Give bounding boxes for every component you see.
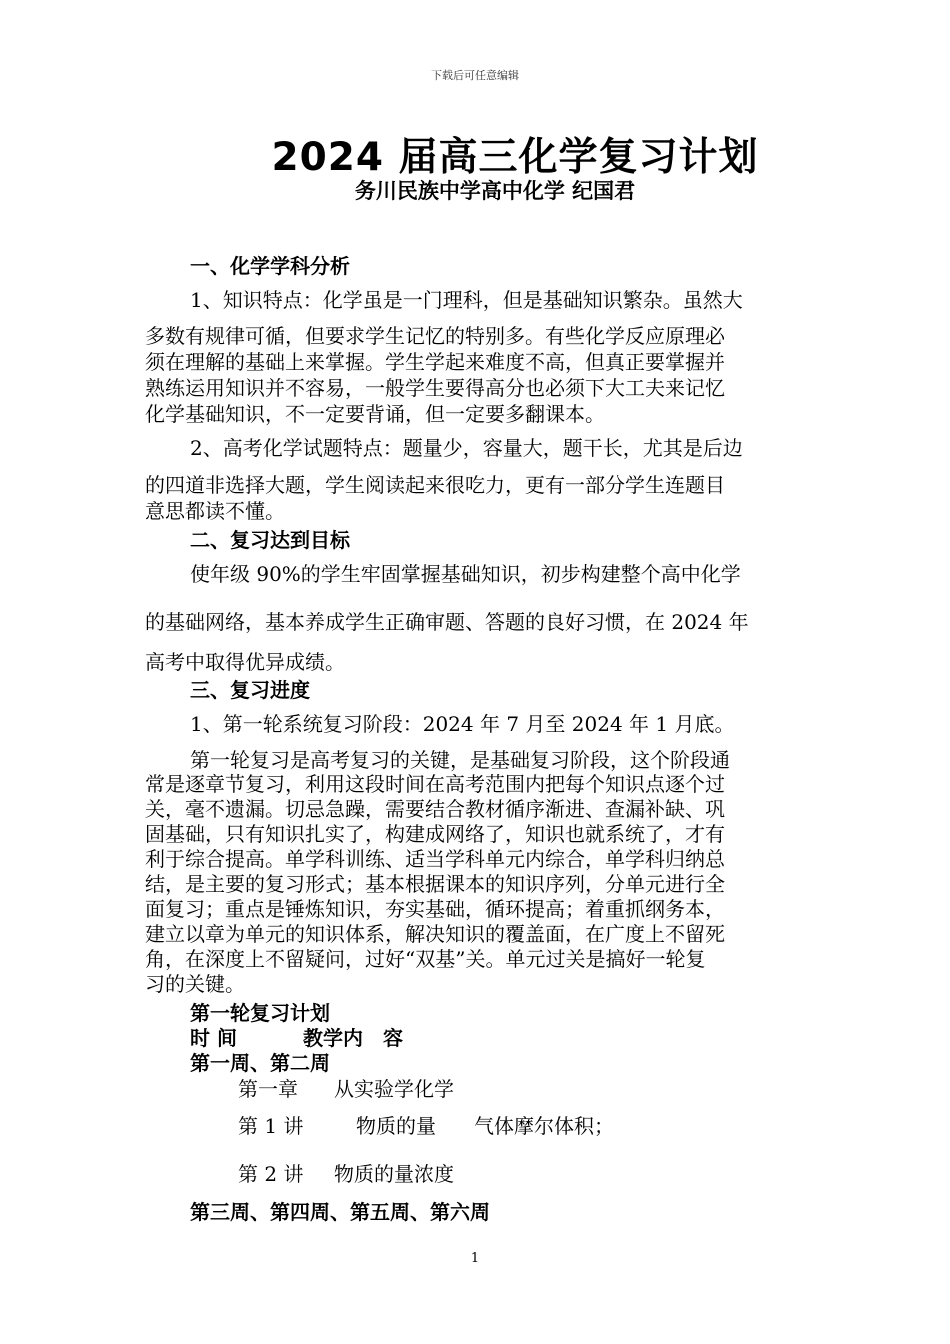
paragraph-line: 高考中取得优异成绩。 <box>145 650 345 674</box>
paragraph-line: 结，是主要的复习形式；基本根据课本的知识序列，分单元进行全 <box>145 872 725 896</box>
paragraph-line: 熟练运用知识并不容易，一般学生要得高分也必须下大工夫来记忆 <box>145 376 725 400</box>
paragraph-line: 利于综合提高。单学科训练、适当学科单元内综合，单学科归纳总 <box>145 847 725 871</box>
plan-week-label: 第一周、第二周 <box>190 1051 330 1075</box>
paragraph-line: 固基础，只有知识扎实了，构建成网络了，知识也就系统了，才有 <box>145 822 725 846</box>
paragraph-line: 化学基础知识，不一定要背诵，但一定要多翻课本。 <box>145 402 605 426</box>
document-subtitle: 务川民族中学高中化学 纪国君 <box>354 179 636 203</box>
lesson-label: 第 1 讲 <box>238 1114 304 1138</box>
paragraph-line: 常是逐章节复习，利用这段时间在高考范围内把每个知识点逐个过 <box>145 772 725 796</box>
plan-heading: 第一轮复习计划 <box>190 1001 330 1025</box>
lesson-label: 第 2 讲 <box>238 1162 304 1186</box>
paragraph-line: 1、知识特点：化学虽是一门理科，但是基础知识繁杂。虽然大 <box>190 288 743 312</box>
section-heading-3: 三、复习进度 <box>190 678 310 702</box>
lesson-title: 物质的量浓度 <box>334 1162 454 1186</box>
paragraph-line: 的四道非选择大题，学生阅读起来很吃力，更有一部分学生连题目 <box>145 473 725 497</box>
paragraph-line: 建立以章为单元的知识体系，解决知识的覆盖面，在广度上不留死 <box>145 922 725 946</box>
header-note: 下载后可任意编辑 <box>431 69 519 82</box>
plan-week-label: 第三周、第四周、第五周、第六周 <box>190 1200 490 1224</box>
section-heading-2: 二、复习达到目标 <box>190 528 350 552</box>
paragraph-line: 第一轮复习是高考复习的关键，是基础复习阶段，这个阶段通 <box>190 748 730 772</box>
paragraph-line: 意思都读不懂。 <box>145 499 285 523</box>
paragraph-line: 2、高考化学试题特点：题量少，容量大，题干长，尤其是后边 <box>190 436 743 460</box>
chapter-label: 第一章 <box>238 1077 298 1101</box>
paragraph-line: 1、第一轮系统复习阶段：2024 年 7 月至 2024 年 1 月底。 <box>190 712 735 736</box>
document-title: 2024 届高三化学复习计划 <box>271 135 759 180</box>
plan-column-content: 教学内 容 <box>303 1026 403 1050</box>
lesson-title: 物质的量 <box>356 1114 436 1138</box>
page-number: 1 <box>470 1251 480 1266</box>
paragraph-line: 习的关键。 <box>145 972 245 996</box>
lesson-title: 气体摩尔体积； <box>474 1114 614 1138</box>
paragraph-line: 的基础网络，基本养成学生正确审题、答题的良好习惯，在 2024 年 <box>145 610 749 634</box>
plan-column-time: 时 间 <box>190 1026 237 1050</box>
paragraph-line: 关，毫不遗漏。切忌急躁，需要结合教材循序渐进、查漏补缺、巩 <box>145 797 725 821</box>
chapter-title: 从实验学化学 <box>334 1077 454 1101</box>
paragraph-line: 须在理解的基础上来掌握。学生学起来难度不高，但真正要掌握并 <box>145 350 725 374</box>
section-heading-1: 一、化学学科分析 <box>190 254 350 278</box>
paragraph-line: 角，在深度上不留疑问，过好“双基”关。单元过关是搞好一轮复 <box>145 947 706 971</box>
paragraph-line: 使年级 90%的学生牢固掌握基础知识，初步构建整个高中化学 <box>190 562 741 586</box>
paragraph-line: 多数有规律可循，但要求学生记忆的特别多。有些化学反应原理必 <box>145 324 725 348</box>
paragraph-line: 面复习；重点是锤炼知识，夯实基础，循环提高；着重抓纲务本， <box>145 897 725 921</box>
